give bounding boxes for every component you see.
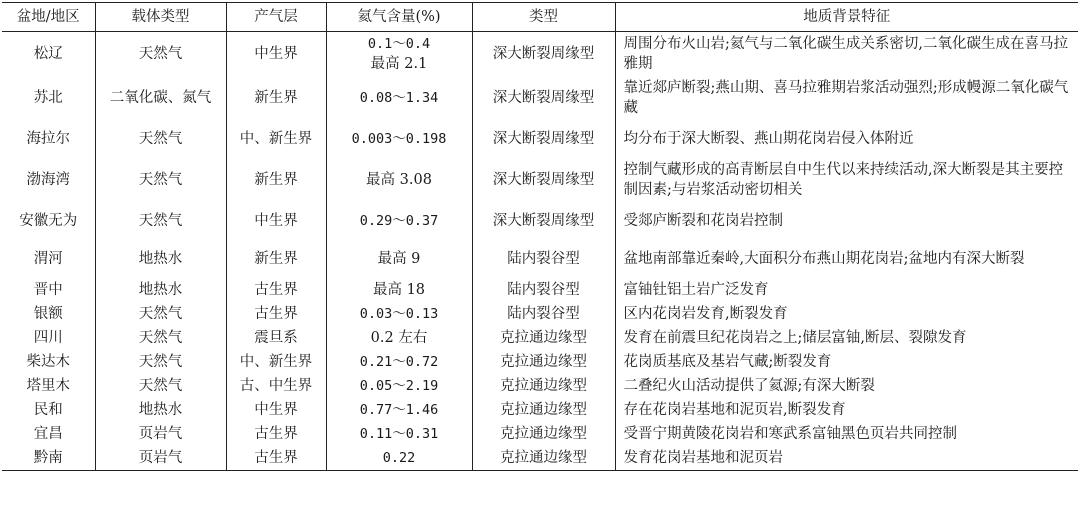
cell-background: 富铀钍铝土岩广泛发育 [615, 278, 1078, 302]
cell-type: 深大断裂周缘型 [472, 158, 615, 202]
cell-helium: 最高 18 [326, 278, 472, 302]
cell-region: 银额 [33, 306, 63, 322]
cell-region: 渭河 [33, 251, 63, 267]
cell-layer: 新生界 [226, 158, 326, 202]
cell-type: 深大断裂周缘型 [472, 202, 615, 240]
cell-region: 晋中 [33, 282, 63, 298]
cell-helium: 0.29～0.37 [326, 202, 472, 240]
cell-background: 均分布于深大断裂、燕山期花岗岩侵入体附近 [615, 120, 1078, 158]
cell-region: 四川 [33, 330, 63, 346]
cell-helium: 0.003～0.198 [326, 120, 472, 158]
cell-layer: 震旦系 [226, 326, 326, 350]
table-row [2, 120, 1078, 158]
cell-type: 克拉通边缘型 [472, 422, 615, 446]
header-type: 类型 [472, 3, 615, 32]
cell-layer: 古、中生界 [226, 374, 326, 398]
cell-helium: 最高 9 [326, 240, 472, 278]
table-row [2, 302, 1078, 326]
cell-region: 黔南 [33, 450, 63, 466]
cell-carrier: 地热水 [95, 398, 226, 422]
table-row [2, 202, 1078, 240]
table-row [2, 240, 1078, 278]
cell-carrier: 天然气 [95, 158, 226, 202]
cell-carrier: 页岩气 [95, 422, 226, 446]
table-row [2, 350, 1078, 374]
cell-helium: 0.77～1.46 [326, 398, 472, 422]
cell-helium: 0.03～0.13 [326, 302, 472, 326]
header-geologic-background: 地质背景特征 [615, 3, 1078, 32]
cell-region: 塔里木 [26, 378, 70, 394]
cell-carrier: 天然气 [95, 350, 226, 374]
cell-background: 受郯庐断裂和花岗岩控制 [615, 202, 1078, 240]
cell-type: 克拉通边缘型 [472, 398, 615, 422]
table-row [2, 326, 1078, 350]
header-region: 盆地/地区 [16, 9, 80, 25]
cell-background: 靠近郯庐断裂;燕山期、喜马拉雅期岩浆活动强烈;形成幔源二氧化碳气藏 [615, 76, 1078, 120]
cell-helium: 最高 3.08 [326, 158, 472, 202]
cell-background: 区内花岗岩发育,断裂发育 [615, 302, 1078, 326]
cell-helium: 0.2 左右 [326, 326, 472, 350]
cell-carrier: 地热水 [95, 278, 226, 302]
cell-region: 安徽无为 [19, 213, 78, 229]
cell-helium-line2: 最高 2.1 [370, 56, 428, 72]
table-row [2, 158, 1078, 202]
cell-layer: 古生界 [226, 422, 326, 446]
cell-carrier: 天然气 [95, 374, 226, 398]
cell-region: 苏北 [33, 90, 63, 106]
header-helium-content: 氦气含量(%) [326, 3, 472, 32]
cell-region: 宜昌 [33, 426, 63, 442]
cell-background: 周围分布火山岩;氦气与二氧化碳生成关系密切,二氧化碳生成在喜马拉雅期 [615, 32, 1078, 77]
cell-region: 海拉尔 [26, 131, 70, 147]
cell-background: 控制气藏形成的高青断层自中生代以来持续活动,深大断裂是其主要控制因素;与岩浆活动密切相关 [615, 158, 1078, 202]
cell-carrier: 天然气 [95, 302, 226, 326]
table-row [2, 76, 1078, 120]
cell-type: 克拉通边缘型 [472, 374, 615, 398]
helium-geology-table [2, 2, 1078, 471]
cell-type: 克拉通边缘型 [472, 326, 615, 350]
cell-carrier: 地热水 [95, 240, 226, 278]
cell-background: 二叠纪火山活动提供了氦源;有深大断裂 [615, 374, 1078, 398]
table-row [2, 422, 1078, 446]
cell-carrier: 天然气 [95, 202, 226, 240]
cell-region: 柴达木 [26, 354, 70, 370]
table-row [2, 278, 1078, 302]
cell-layer: 中生界 [226, 202, 326, 240]
cell-type: 深大断裂周缘型 [472, 32, 615, 77]
cell-layer: 新生界 [226, 240, 326, 278]
cell-helium: 0.05～2.19 [326, 374, 472, 398]
table-row [2, 374, 1078, 398]
cell-background: 发育在前震旦纪花岗岩之上;储层富铀,断层、裂隙发育 [615, 326, 1078, 350]
table-row [2, 32, 1078, 77]
table-row [2, 398, 1078, 422]
cell-type: 深大断裂周缘型 [472, 120, 615, 158]
cell-background: 盆地南部靠近秦岭,大面积分布燕山期花岗岩;盆地内有深大断裂 [615, 240, 1078, 278]
cell-helium: 0.22 [326, 446, 472, 471]
cell-region: 松辽 [33, 46, 63, 62]
cell-layer: 中生界 [226, 32, 326, 77]
cell-carrier: 天然气 [95, 326, 226, 350]
cell-carrier: 页岩气 [95, 446, 226, 471]
cell-type: 陆内裂谷型 [472, 302, 615, 326]
cell-background: 发育花岗岩基地和泥页岩 [615, 446, 1078, 471]
header-carrier-type: 载体类型 [95, 3, 226, 32]
table-header-row [2, 3, 1078, 32]
cell-type: 克拉通边缘型 [472, 446, 615, 471]
header-gas-layer: 产气层 [226, 3, 326, 32]
cell-type: 陆内裂谷型 [472, 240, 615, 278]
cell-background: 受晋宁期黄陵花岗岩和寒武系富铀黑色页岩共同控制 [615, 422, 1078, 446]
cell-type: 深大断裂周缘型 [472, 76, 615, 120]
cell-carrier: 天然气 [95, 32, 226, 77]
cell-type: 克拉通边缘型 [472, 350, 615, 374]
cell-helium: 0.08～1.34 [326, 76, 472, 120]
cell-helium: 0.21～0.72 [326, 350, 472, 374]
cell-layer: 中生界 [226, 398, 326, 422]
cell-helium: 0.11～0.31 [326, 422, 472, 446]
cell-background: 存在花岗岩基地和泥页岩,断裂发育 [615, 398, 1078, 422]
cell-region: 民和 [33, 402, 63, 418]
cell-layer: 古生界 [226, 278, 326, 302]
cell-layer: 中、新生界 [226, 350, 326, 374]
cell-layer: 古生界 [226, 302, 326, 326]
cell-helium [326, 32, 472, 77]
cell-layer: 中、新生界 [226, 120, 326, 158]
cell-helium-line1: 0.1～0.4 [367, 36, 431, 52]
cell-carrier: 天然气 [95, 120, 226, 158]
cell-layer: 古生界 [226, 446, 326, 471]
table-row [2, 446, 1078, 471]
cell-layer: 新生界 [226, 76, 326, 120]
cell-background: 花岗质基底及基岩气藏;断裂发育 [615, 350, 1078, 374]
cell-carrier: 二氧化碳、氮气 [95, 76, 226, 120]
cell-type: 陆内裂谷型 [472, 278, 615, 302]
cell-region: 渤海湾 [26, 172, 70, 188]
